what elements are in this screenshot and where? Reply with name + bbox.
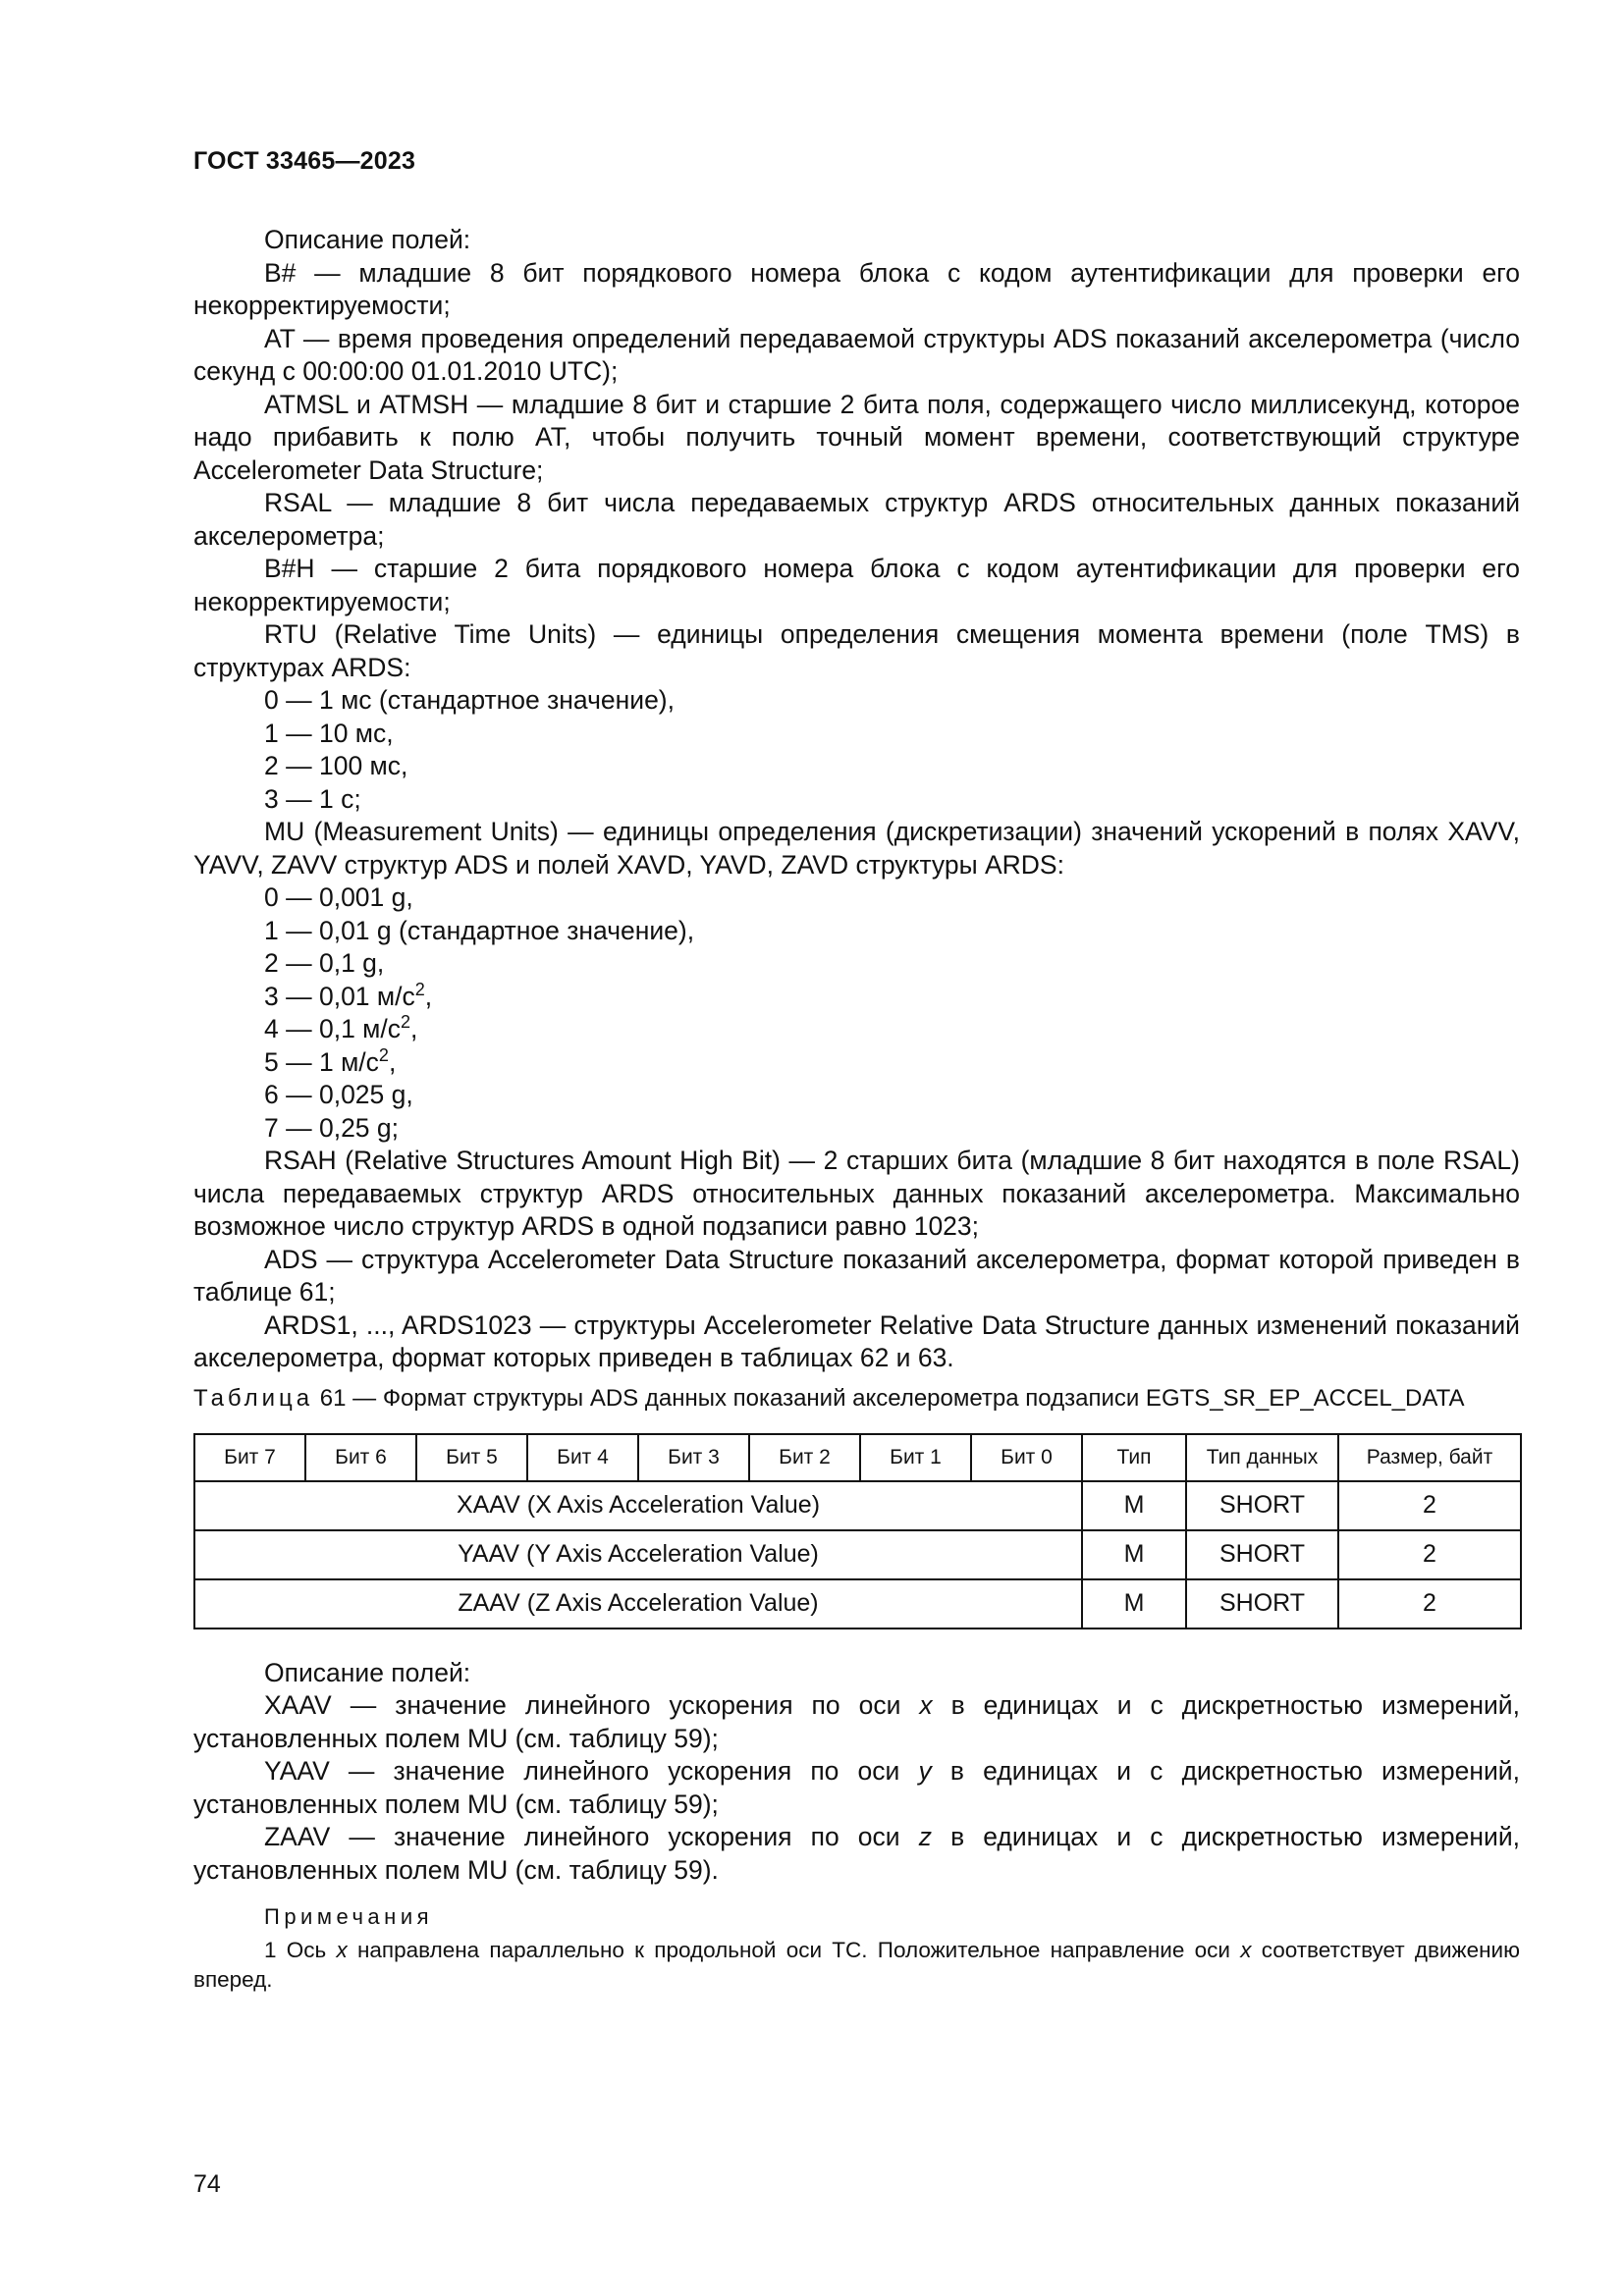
field-name-cell: YAAV (Y Axis Acceleration Value) [194, 1530, 1082, 1579]
mu-value-4-sup: 2 [401, 1012, 411, 1033]
type-cell: M [1082, 1579, 1186, 1629]
col-header-bit4: Бит 4 [527, 1434, 638, 1481]
col-header-bit2: Бит 2 [749, 1434, 860, 1481]
field-mu-desc: MU (Measurement Units) — единицы определения (дискретизации) значений ускорений в полях XAVV, YAVV, ZAVV структур ADS и полей XAVD, YAVD, ZAVD структуры ARDS: [193, 817, 1520, 880]
mu-value-4-text: 4 — 0,1 м/с [264, 1014, 401, 1043]
table-caption-label: Таблица [193, 1384, 314, 1412]
mu-value-5-sup: 2 [378, 1044, 389, 1065]
zaav-desc-post: в единицах и с дискретностью измерений, установленных полем MU (см. таблицу 59). [193, 1822, 1520, 1885]
mu-value-3-sup: 2 [414, 979, 425, 999]
xaav-axis: x [919, 1690, 933, 1720]
col-header-bit3: Бит 3 [638, 1434, 749, 1481]
field-yaav-desc [193, 1755, 1520, 1821]
note-1-post: соответствует движению вперед. [193, 1937, 1520, 1992]
col-header-size: Размер, байт [1338, 1434, 1521, 1481]
col-header-bit1: Бит 1 [860, 1434, 971, 1481]
rtu-value-0: 0 — 1 мс (стандартное значение), [264, 685, 675, 715]
mu-value-6: 6 — 0,025 g, [264, 1080, 413, 1109]
table-row [194, 1579, 1521, 1629]
type-cell: M [1082, 1530, 1186, 1579]
mu-value-3-text: 3 — 0,01 м/с [264, 981, 415, 1011]
table-row [194, 1481, 1521, 1530]
note-1 [193, 1936, 1520, 1995]
rtu-value-2: 2 — 100 мс, [264, 751, 408, 780]
standard-header: ГОСТ 33465—2023 [193, 147, 416, 175]
table-61 [193, 1433, 1522, 1629]
field-rtu-desc: RTU (Relative Time Units) — единицы определения смещения момента времени (поле TMS) в структурах ARDS: [193, 619, 1520, 682]
field-name-cell: ZAAV (Z Axis Acceleration Value) [194, 1579, 1082, 1629]
zaav-axis: z [918, 1822, 932, 1851]
field-ards-desc: ARDS1, ..., ARDS1023 — структуры Accelerometer Relative Data Structure данных изменений показаний акселерометра, формат которых приведен в таблицах 62 и 63. [193, 1309, 1520, 1372]
size-cell: 2 [1338, 1481, 1521, 1530]
note-1-axis-2: x [1240, 1937, 1252, 1962]
mu-value-7: 7 — 0,25 g; [264, 1112, 400, 1143]
mu-value-3-comma: , [424, 981, 433, 1011]
mu-value-5 [193, 1046, 1520, 1080]
page-body [193, 224, 1520, 1995]
zaav-desc-pre: ZAAV — значение линейного ускорения по оси [264, 1822, 900, 1851]
size-cell: 2 [1338, 1530, 1521, 1579]
field-b-hash-desc: B# — младшие 8 бит порядкового номера блока с кодом аутентификации для проверки его некорректируемости; [193, 257, 1520, 320]
table-61-caption [193, 1384, 1520, 1414]
note-1-axis-1: x [336, 1937, 348, 1962]
rtu-value-3: 3 — 1 с; [264, 783, 361, 814]
notes-heading: Примечания [264, 1904, 434, 1929]
data-type-cell: SHORT [1186, 1530, 1338, 1579]
yaav-axis: y [918, 1756, 932, 1786]
fields-description-heading: Описание полей: [264, 225, 471, 254]
field-at-desc: AT — время проведения определений передаваемой структуры ADS показаний акселерометра (число секунд с 00:00:00 01.01.2010 UTC); [193, 323, 1520, 386]
col-header-data-type: Тип данных [1186, 1434, 1338, 1481]
fields-description-heading-2: Описание полей: [264, 1657, 471, 1687]
table-header-row [194, 1434, 1521, 1481]
col-header-bit7: Бит 7 [194, 1434, 305, 1481]
mu-value-5-comma: , [388, 1046, 397, 1077]
mu-value-1: 1 — 0,01 g (стандартное значение), [264, 915, 695, 945]
yaav-desc-post: в единицах и с дискретностью измерений, установленных полем MU (см. таблицу 59); [193, 1756, 1520, 1819]
mu-value-2: 2 — 0,1 g, [264, 948, 385, 978]
mu-value-5-text: 5 — 1 м/с [264, 1046, 379, 1077]
data-type-cell: SHORT [1186, 1481, 1338, 1530]
page-number: 74 [193, 2170, 221, 2198]
col-header-type: Тип [1082, 1434, 1186, 1481]
xaav-desc-post: в единицах и с дискретностью измерений, установленных полем MU (см. таблицу 59); [193, 1690, 1520, 1753]
type-cell: M [1082, 1481, 1186, 1530]
mu-value-0: 0 — 0,001 g, [264, 882, 413, 912]
yaav-desc-pre: YAAV — значение линейного ускорения по оси [264, 1756, 900, 1786]
note-1-pre: 1 Ось [264, 1937, 327, 1962]
col-header-bit0: Бит 0 [971, 1434, 1082, 1481]
rtu-value-1: 1 — 10 мс, [264, 718, 394, 748]
xaav-desc-pre: XAAV — значение линейного ускорения по оси [264, 1690, 901, 1720]
note-1-mid: направлена параллельно к продольной оси ТС. Положительное направление оси [356, 1937, 1230, 1962]
field-atms-desc: ATMSL и ATMSH — младшие 8 бит и старшие 2 бита поля, содержащего число миллисекунд, которое надо прибавить к полю AT, чтобы получить точный момент времени, соответствующий структуре Accelerometer Data Structure; [193, 389, 1520, 485]
field-rsal-desc: RSAL — младшие 8 бит числа передаваемых структур ARDS относительных данных показаний акселерометра; [193, 488, 1520, 551]
field-rsah-desc: RSAH (Relative Structures Amount High Bit) — 2 старших бита (младшие 8 бит находятся в поле RSAL) числа передаваемых структур ARDS относительных данных показаний акселерометра. Максимально возможное число структур ARDS в одной подзаписи равно 1023; [193, 1146, 1520, 1241]
col-header-bit6: Бит 6 [305, 1434, 416, 1481]
field-b-hash-h-desc: B#H — старшие 2 бита порядкового номера блока с кодом аутентификации для проверки его некорректируемости; [193, 554, 1520, 616]
table-caption-text: 61 — Формат структуры ADS данных показаний акселерометра подзаписи EGTS_SR_EP_ACCEL_DATA [319, 1384, 1465, 1412]
data-type-cell: SHORT [1186, 1579, 1338, 1629]
size-cell: 2 [1338, 1579, 1521, 1629]
col-header-bit5: Бит 5 [416, 1434, 527, 1481]
table-row [194, 1530, 1521, 1579]
field-zaav-desc [193, 1821, 1520, 1887]
mu-value-3 [193, 981, 1520, 1014]
mu-value-4 [193, 1013, 1520, 1046]
field-name-cell: XAAV (X Axis Acceleration Value) [194, 1481, 1082, 1530]
field-xaav-desc [193, 1689, 1520, 1755]
field-ads-desc: ADS — структура Accelerometer Data Structure показаний акселерометра, формат которой приведен в таблице 61; [193, 1244, 1520, 1307]
mu-value-4-comma: , [410, 1014, 418, 1043]
